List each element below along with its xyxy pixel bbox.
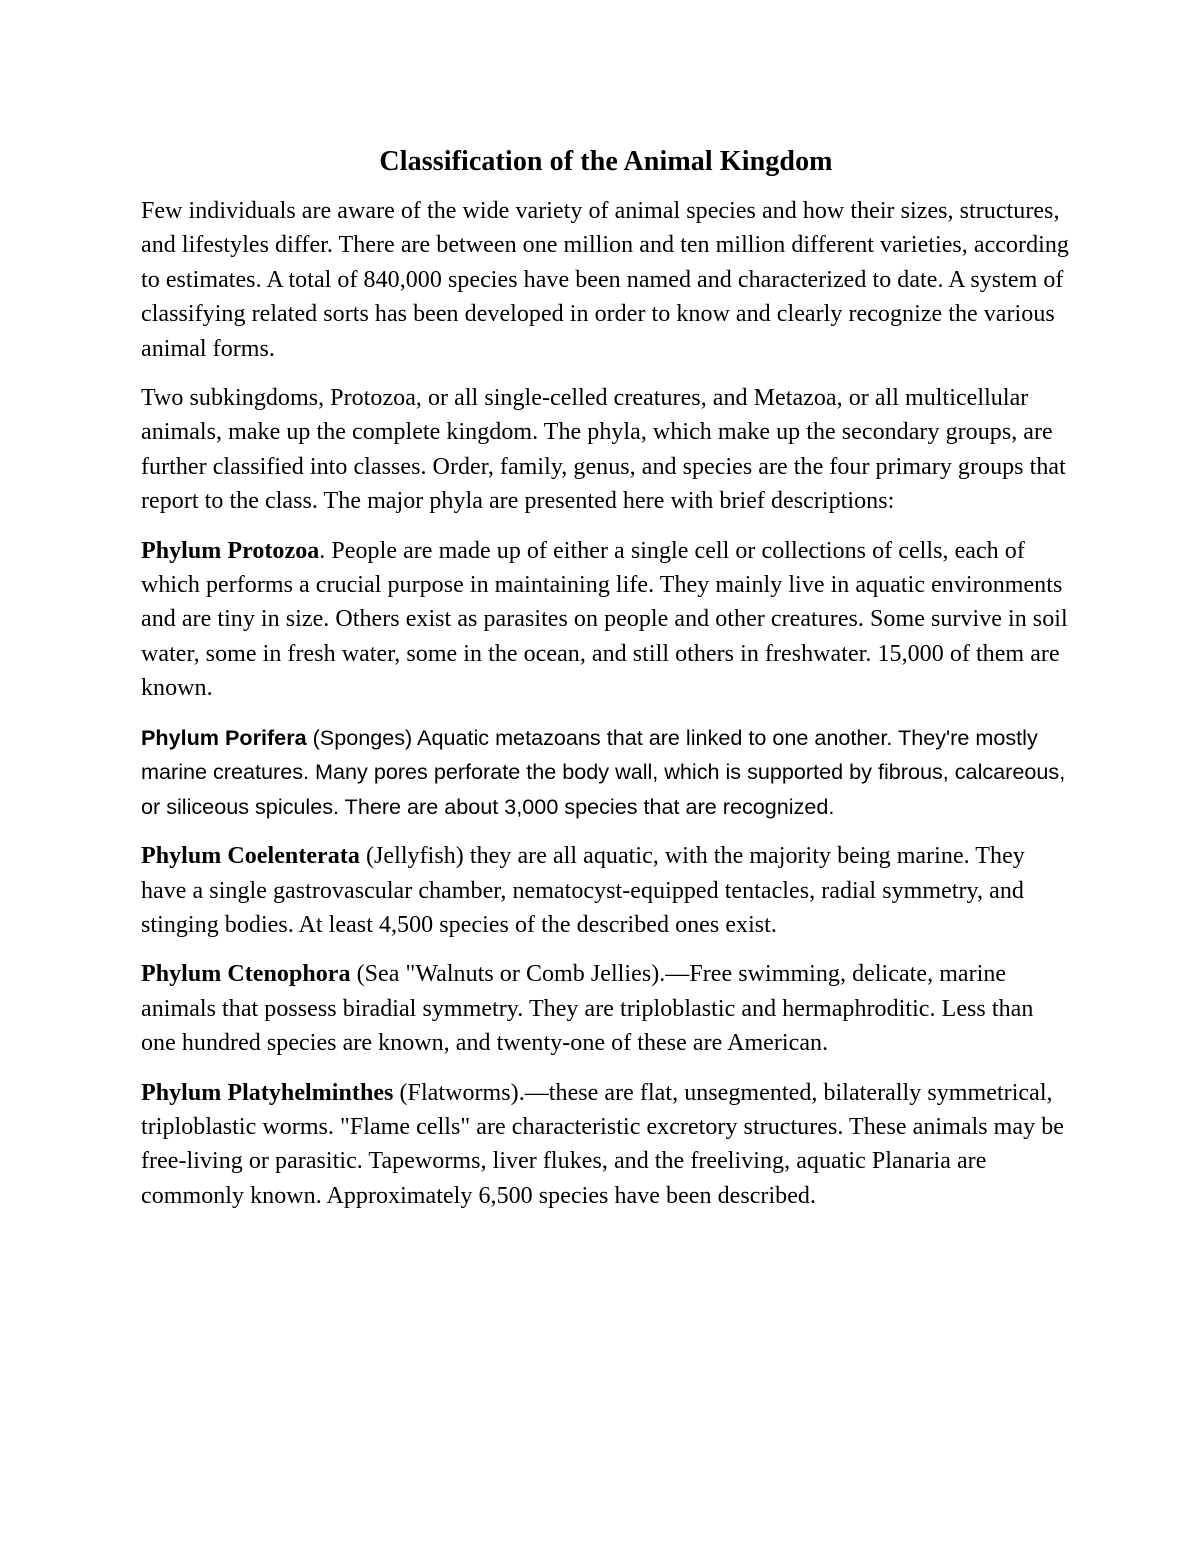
platyhelminthes-description: (Flatworms).—these are flat, unsegmented, bilaterally symmetrical, triploblastic worms. "Flame cells" are characteristic excretory structures. These animals may be free-living or parasitic. Tapeworms, liver flukes, and the freeliving, aquatic Planaria are commonly known. Approximately 6,500 species have been described. [141, 1079, 1064, 1209]
subkingdoms-paragraph [141, 381, 1071, 519]
coelenterata-paragraph [141, 839, 1071, 942]
subkingdoms-paragraph-text: Two subkingdoms, Protozoa, or all single-celled creatures, and Metazoa, or all multicellular animals, make up the complete kingdom. The phyla, which make up the secondary groups, are further classified into classes. Order, family, genus, and species are the four primary groups that report to the class. The major phyla are presented here with brief descriptions: [141, 385, 1066, 515]
intro-paragraph [141, 194, 1071, 366]
protozoa-paragraph [141, 534, 1071, 706]
protozoa-term: Phylum Protozoa [141, 537, 320, 564]
porifera-paragraph [141, 721, 1071, 825]
document-title: Classification of the Animal Kingdom [379, 146, 833, 177]
ctenophora-term: Phylum Ctenophora [141, 961, 351, 988]
porifera-description: (Sponges) Aquatic metazoans that are linked to one another. They're mostly marine creatures. Many pores perforate the body wall, which is supported by fibrous, calcareous, or siliceous spicules. There are about 3,000 species that are recognized. [141, 724, 1066, 819]
coelenterata-description: (Jellyfish) they are all aquatic, with the majority being marine. They have a single gastrovascular chamber, nematocyst-equipped tentacles, radial symmetry, and stinging bodies. At least 4,500 species of the described ones exist. [141, 843, 1025, 938]
document-body [141, 140, 1071, 1228]
intro-paragraph-text: Few individuals are aware of the wide variety of animal species and how their sizes, structures, and lifestyles differ. There are between one million and ten million different varieties, according to estimates. A total of 840,000 species have been named and characterized to date. A system of classifying related sorts has been developed in order to know and clearly recognize the various animal forms. [141, 198, 1069, 362]
protozoa-description: . People are made up of either a single cell or collections of cells, each of which performs a crucial purpose in maintaining life. They mainly live in aquatic environments and are tiny in size. Others exist as parasites on people and other creatures. Some survive in soil water, some in fresh water, some in the ocean, and still others in freshwater. 15,000 of them are known. [141, 537, 1068, 702]
porifera-term: Phylum Porifera [141, 724, 307, 750]
ctenophora-description: (Sea "Walnuts or Comb Jellies).—Free swimming, delicate, marine animals that possess biradial symmetry. They are triploblastic and hermaphroditic. Less than one hundred species are known, and twenty-one of these are American. [141, 961, 1034, 1057]
platyhelminthes-paragraph [141, 1076, 1071, 1214]
ctenophora-paragraph [141, 957, 1071, 1060]
coelenterata-term: Phylum Coelenterata [141, 843, 360, 870]
platyhelminthes-term: Phylum Platyhelminthes [141, 1079, 394, 1106]
